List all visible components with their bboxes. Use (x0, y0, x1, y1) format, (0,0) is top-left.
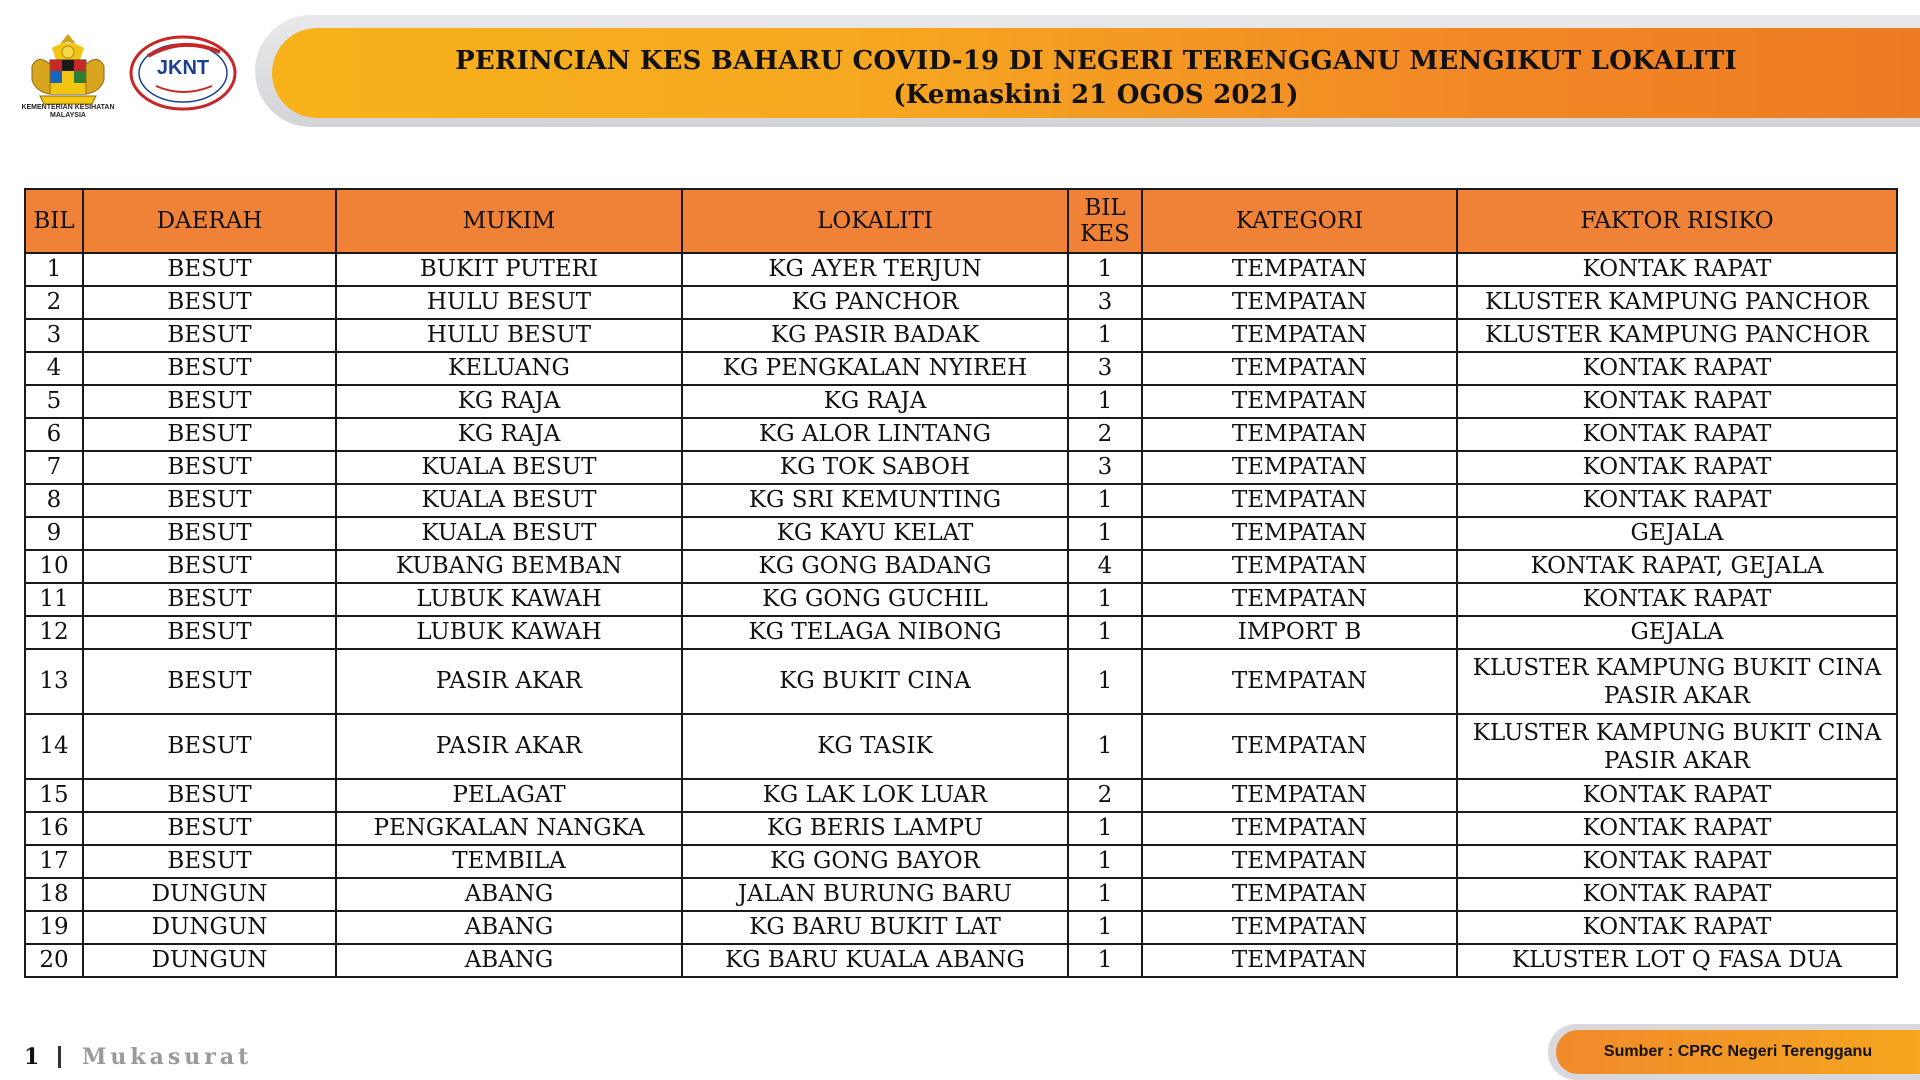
cell-lokaliti: KG GONG GUCHIL (682, 583, 1068, 616)
cell-lokaliti: KG GONG BAYOR (682, 845, 1068, 878)
cell-kategori: TEMPATAN (1142, 583, 1457, 616)
cell-lokaliti: KG PANCHOR (682, 286, 1068, 319)
cell-lokaliti: KG KAYU KELAT (682, 517, 1068, 550)
cell-kategori: TEMPATAN (1142, 385, 1457, 418)
table-row (25, 418, 1897, 451)
cell-mukim: KUALA BESUT (336, 517, 682, 550)
cell-bil-kes: 1 (1068, 616, 1142, 649)
cell-bil: 16 (25, 812, 83, 845)
cell-faktor-risiko: KONTAK RAPAT (1457, 484, 1897, 517)
page-title (272, 44, 1920, 112)
cell-mukim: KG RAJA (336, 385, 682, 418)
cell-faktor-risiko: KONTAK RAPAT (1457, 583, 1897, 616)
cell-daerah: BESUT (83, 352, 336, 385)
cell-daerah: BESUT (83, 517, 336, 550)
cell-kategori: TEMPATAN (1142, 286, 1457, 319)
cell-bil: 15 (25, 779, 83, 812)
cell-kategori: TEMPATAN (1142, 517, 1457, 550)
cell-kategori: TEMPATAN (1142, 649, 1457, 714)
cell-mukim: LUBUK KAWAH (336, 616, 682, 649)
cell-mukim: TEMBILA (336, 845, 682, 878)
cell-bil: 10 (25, 550, 83, 583)
cell-kategori: TEMPATAN (1142, 319, 1457, 352)
cell-daerah: DUNGUN (83, 878, 336, 911)
cell-bil: 18 (25, 878, 83, 911)
table-row (25, 812, 1897, 845)
cell-lokaliti: KG PENGKALAN NYIREH (682, 352, 1068, 385)
cell-bil: 12 (25, 616, 83, 649)
cell-faktor-risiko: KONTAK RAPAT (1457, 418, 1897, 451)
cell-mukim: ABANG (336, 878, 682, 911)
cell-bil-kes: 1 (1068, 385, 1142, 418)
cell-lokaliti: KG TOK SABOH (682, 451, 1068, 484)
cell-mukim: ABANG (336, 944, 682, 977)
cell-lokaliti: KG PASIR BADAK (682, 319, 1068, 352)
cell-bil: 7 (25, 451, 83, 484)
moh-caption: KEMENTERIAN KESIHATAN MALAYSIA (21, 104, 115, 119)
table-row (25, 550, 1897, 583)
table-row (25, 319, 1897, 352)
table-row (25, 583, 1897, 616)
jknt-logo-text: JKNT (156, 57, 210, 79)
table-row (25, 517, 1897, 550)
cell-bil-kes: 1 (1068, 583, 1142, 616)
cell-faktor-risiko: KONTAK RAPAT (1457, 845, 1897, 878)
table-row (25, 845, 1897, 878)
cell-kategori: TEMPATAN (1142, 253, 1457, 286)
cell-daerah: BESUT (83, 550, 336, 583)
col-header-bil-kes: BIL KES (1068, 189, 1142, 253)
table-row (25, 352, 1897, 385)
cell-bil: 2 (25, 286, 83, 319)
cell-kategori: IMPORT B (1142, 616, 1457, 649)
cell-lokaliti: KG LAK LOK LUAR (682, 779, 1068, 812)
cell-bil-kes: 2 (1068, 418, 1142, 451)
cell-kategori: TEMPATAN (1142, 714, 1457, 779)
cell-bil-kes: 1 (1068, 812, 1142, 845)
cell-daerah: BESUT (83, 714, 336, 779)
source-text: Sumber : CPRC Negeri Terengganu (1603, 1043, 1873, 1060)
cell-kategori: TEMPATAN (1142, 878, 1457, 911)
cell-lokaliti: KG BARU KUALA ABANG (682, 944, 1068, 977)
col-header-bil: BIL (25, 189, 83, 253)
cell-lokaliti: KG ALOR LINTANG (682, 418, 1068, 451)
col-header-faktor-risiko: FAKTOR RISIKO (1457, 189, 1897, 253)
table-row (25, 484, 1897, 517)
cell-lokaliti: KG AYER TERJUN (682, 253, 1068, 286)
cell-kategori: TEMPATAN (1142, 845, 1457, 878)
cell-daerah: BESUT (83, 583, 336, 616)
cell-daerah: BESUT (83, 779, 336, 812)
cell-daerah: BESUT (83, 286, 336, 319)
cell-lokaliti: KG BERIS LAMPU (682, 812, 1068, 845)
cell-kategori: TEMPATAN (1142, 451, 1457, 484)
page-number: 1 (24, 1044, 40, 1070)
cell-bil: 11 (25, 583, 83, 616)
cell-bil-kes: 3 (1068, 352, 1142, 385)
cell-bil: 6 (25, 418, 83, 451)
cell-faktor-risiko: GEJALA (1457, 517, 1897, 550)
cell-daerah: BESUT (83, 649, 336, 714)
cell-kategori: TEMPATAN (1142, 779, 1457, 812)
cell-kategori: TEMPATAN (1142, 484, 1457, 517)
cell-kategori: TEMPATAN (1142, 911, 1457, 944)
table-row (25, 616, 1897, 649)
cell-bil-kes: 4 (1068, 550, 1142, 583)
cell-faktor-risiko: KONTAK RAPAT (1457, 878, 1897, 911)
cell-bil: 1 (25, 253, 83, 286)
cell-faktor-risiko: KONTAK RAPAT (1457, 451, 1897, 484)
page-label: Mukasurat (82, 1044, 253, 1070)
cell-mukim: HULU BESUT (336, 319, 682, 352)
cell-bil: 8 (25, 484, 83, 517)
cell-faktor-risiko: KONTAK RAPAT (1457, 352, 1897, 385)
jknt-logo (128, 34, 238, 112)
cell-mukim: PASIR AKAR (336, 714, 682, 779)
cell-mukim: KG RAJA (336, 418, 682, 451)
cell-bil-kes: 1 (1068, 911, 1142, 944)
table-row (25, 878, 1897, 911)
cell-bil-kes: 1 (1068, 253, 1142, 286)
cell-mukim: PENGKALAN NANGKA (336, 812, 682, 845)
cell-bil-kes: 1 (1068, 517, 1142, 550)
cell-bil: 20 (25, 944, 83, 977)
cell-faktor-risiko: KLUSTER KAMPUNG BUKIT CINA PASIR AKAR (1457, 649, 1897, 714)
cell-lokaliti: KG GONG BADANG (682, 550, 1068, 583)
cell-faktor-risiko: KONTAK RAPAT (1457, 385, 1897, 418)
cell-mukim: LUBUK KAWAH (336, 583, 682, 616)
cell-bil-kes: 3 (1068, 286, 1142, 319)
col-header-lokaliti: LOKALITI (682, 189, 1068, 253)
cell-mukim: PASIR AKAR (336, 649, 682, 714)
cell-bil: 13 (25, 649, 83, 714)
cell-faktor-risiko: KONTAK RAPAT (1457, 253, 1897, 286)
cell-daerah: DUNGUN (83, 944, 336, 977)
cell-bil: 19 (25, 911, 83, 944)
table-row (25, 911, 1897, 944)
cell-bil-kes: 1 (1068, 319, 1142, 352)
cell-kategori: TEMPATAN (1142, 352, 1457, 385)
cell-bil-kes: 1 (1068, 845, 1142, 878)
cell-daerah: BESUT (83, 385, 336, 418)
cell-mukim: KUALA BESUT (336, 484, 682, 517)
cell-bil: 5 (25, 385, 83, 418)
cell-mukim: KUBANG BEMBAN (336, 550, 682, 583)
table-row (25, 779, 1897, 812)
table-header-row (25, 189, 1897, 253)
table-row (25, 286, 1897, 319)
cell-kategori: TEMPATAN (1142, 944, 1457, 977)
title-line-1: PERINCIAN KES BAHARU COVID-19 DI NEGERI TERENGGANU MENGIKUT LOKALITI (455, 46, 1737, 76)
cell-mukim: KELUANG (336, 352, 682, 385)
cell-mukim: ABANG (336, 911, 682, 944)
table-row (25, 944, 1897, 977)
cell-faktor-risiko: KLUSTER KAMPUNG BUKIT CINA PASIR AKAR (1457, 714, 1897, 779)
table-body (25, 253, 1897, 977)
cell-lokaliti: KG BARU BUKIT LAT (682, 911, 1068, 944)
cell-daerah: DUNGUN (83, 911, 336, 944)
cell-kategori: TEMPATAN (1142, 550, 1457, 583)
cell-daerah: BESUT (83, 319, 336, 352)
col-header-kategori: KATEGORI (1142, 189, 1457, 253)
col-header-daerah: DAERAH (83, 189, 336, 253)
cell-lokaliti: KG TELAGA NIBONG (682, 616, 1068, 649)
cell-daerah: BESUT (83, 253, 336, 286)
table-row (25, 253, 1897, 286)
cell-mukim: KUALA BESUT (336, 451, 682, 484)
cell-bil-kes: 1 (1068, 484, 1142, 517)
cell-bil-kes: 1 (1068, 714, 1142, 779)
cell-faktor-risiko: KLUSTER KAMPUNG PANCHOR (1457, 286, 1897, 319)
footer-divider (58, 1046, 61, 1068)
title-line-2: (Kemaskini 21 OGOS 2021) (893, 80, 1299, 110)
cell-bil-kes: 1 (1068, 878, 1142, 911)
table-row (25, 649, 1897, 714)
cell-bil-kes: 3 (1068, 451, 1142, 484)
cell-lokaliti: KG BUKIT CINA (682, 649, 1068, 714)
cell-daerah: BESUT (83, 418, 336, 451)
cell-faktor-risiko: KONTAK RAPAT (1457, 812, 1897, 845)
cell-lokaliti: JALAN BURUNG BARU (682, 878, 1068, 911)
col-header-mukim: MUKIM (336, 189, 682, 253)
cell-mukim: HULU BESUT (336, 286, 682, 319)
table-row (25, 451, 1897, 484)
cell-faktor-risiko: KONTAK RAPAT (1457, 779, 1897, 812)
cell-bil: 17 (25, 845, 83, 878)
cell-daerah: BESUT (83, 812, 336, 845)
cell-bil: 14 (25, 714, 83, 779)
cell-daerah: BESUT (83, 845, 336, 878)
cell-lokaliti: KG TASIK (682, 714, 1068, 779)
cases-table (24, 188, 1898, 978)
cell-bil: 4 (25, 352, 83, 385)
cell-bil-kes: 1 (1068, 944, 1142, 977)
cell-bil: 9 (25, 517, 83, 550)
cell-faktor-risiko: KONTAK RAPAT (1457, 911, 1897, 944)
cell-kategori: TEMPATAN (1142, 418, 1457, 451)
table-row (25, 714, 1897, 779)
cell-kategori: TEMPATAN (1142, 812, 1457, 845)
cell-daerah: BESUT (83, 484, 336, 517)
cell-faktor-risiko: GEJALA (1457, 616, 1897, 649)
table-row (25, 385, 1897, 418)
cell-faktor-risiko: KLUSTER KAMPUNG PANCHOR (1457, 319, 1897, 352)
cell-faktor-risiko: KLUSTER LOT Q FASA DUA (1457, 944, 1897, 977)
cell-bil: 3 (25, 319, 83, 352)
cell-mukim: BUKIT PUTERI (336, 253, 682, 286)
cell-daerah: BESUT (83, 451, 336, 484)
cell-faktor-risiko: KONTAK RAPAT, GEJALA (1457, 550, 1897, 583)
cell-lokaliti: KG RAJA (682, 385, 1068, 418)
cell-bil-kes: 2 (1068, 779, 1142, 812)
cell-lokaliti: KG SRI KEMUNTING (682, 484, 1068, 517)
cell-mukim: PELAGAT (336, 779, 682, 812)
cell-bil-kes: 1 (1068, 649, 1142, 714)
cell-daerah: BESUT (83, 616, 336, 649)
